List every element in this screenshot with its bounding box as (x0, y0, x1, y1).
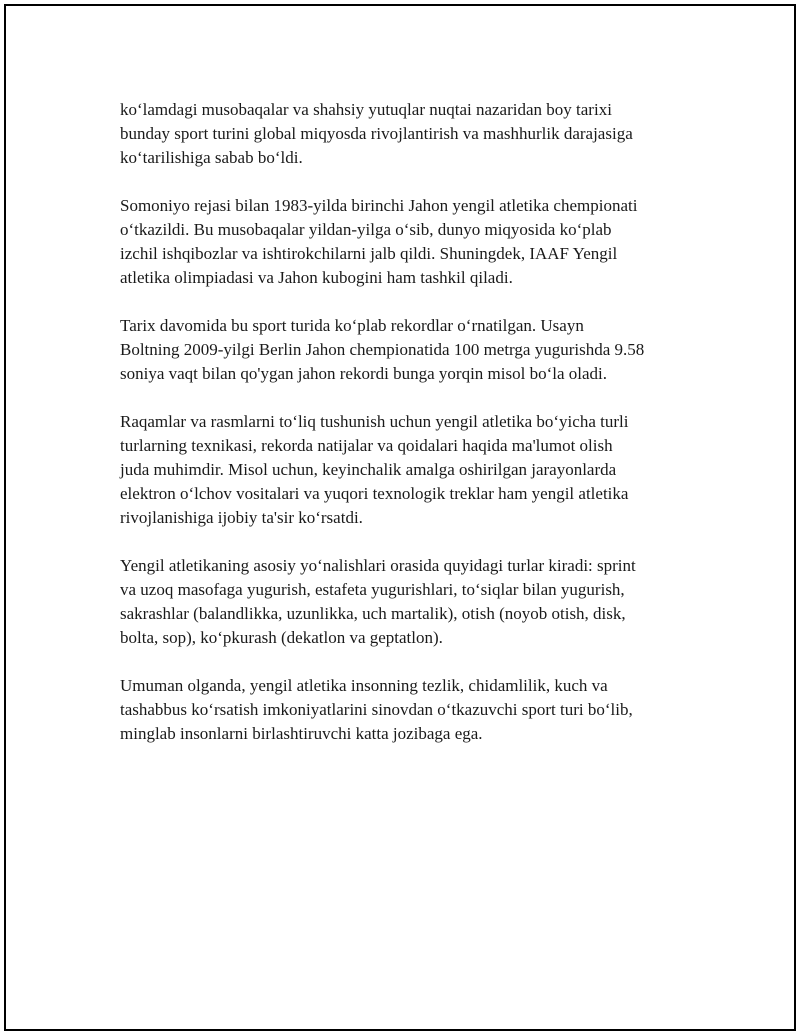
text-line: juda muhimdir. Misol uchun, keyinchalik amalga oshirilgan jarayonlarda (120, 460, 617, 479)
text-line: ko‘lamdagi musobaqalar va shahsiy yutuqlar nuqtai nazaridan boy tarixi (120, 100, 612, 119)
text-line: bunday sport turini global miqyosda rivojlantirish va mashhurlik darajasiga (120, 124, 633, 143)
text-line: rivojlanishiga ijobiy ta'sir ko‘rsatdi. (120, 508, 363, 527)
text-line: elektron o‘lchov vositalari va yuqori texnologik treklar ham yengil atletika (120, 484, 629, 503)
paragraph-3 (120, 314, 700, 386)
paragraph-2 (120, 194, 700, 290)
paragraph-4 (120, 410, 700, 530)
text-line: sakrashlar (balandlikka, uzunlikka, uch martalik), otish (noyob otish, disk, (120, 604, 626, 623)
text-line: bolta, sop), ko‘pkurash (dekatlon va geptatlon). (120, 628, 443, 647)
paragraph-5 (120, 554, 700, 650)
text-line: va uzoq masofaga yugurish, estafeta yugurishlari, to‘siqlar bilan yugurish, (120, 580, 625, 599)
text-line: tashabbus ko‘rsatish imkoniyatlarini sinovdan o‘tkazuvchi sport turi bo‘lib, (120, 700, 633, 719)
text-line: Boltning 2009-yilgi Berlin Jahon chempionatida 100 metrga yugurishda 9.58 (120, 340, 645, 359)
text-line: minglab insonlarni birlashtiruvchi katta jozibaga ega. (120, 724, 483, 743)
paragraph-6 (120, 674, 700, 746)
text-line: Umuman olganda, yengil atletika insonning tezlik, chidamlilik, kuch va (120, 676, 608, 695)
paragraph-1 (120, 98, 700, 170)
text-line: Yengil atletikaning asosiy yo‘nalishlari orasida quyidagi turlar kiradi: sprint (120, 556, 636, 575)
text-line: ko‘tarilishiga sabab bo‘ldi. (120, 148, 303, 167)
text-line: Raqamlar va rasmlarni to‘liq tushunish uchun yengil atletika bo‘yicha turli (120, 412, 629, 431)
document-body (120, 98, 700, 770)
text-line: Tarix davomida bu sport turida ko‘plab rekordlar o‘rnatilgan. Usayn (120, 316, 584, 335)
text-line: Somoniyo rejasi bilan 1983-yilda birinchi Jahon yengil atletika chempionati (120, 196, 638, 215)
text-line: soniya vaqt bilan qo'ygan jahon rekordi bunga yorqin misol bo‘la oladi. (120, 364, 607, 383)
text-line: o‘tkazildi. Bu musobaqalar yildan-yilga o‘sib, dunyo miqyosida ko‘plab (120, 220, 612, 239)
text-line: turlarning texnikasi, rekorda natijalar va qoidalari haqida ma'lumot olish (120, 436, 613, 455)
page-frame (4, 4, 796, 1031)
text-line: izchil ishqibozlar va ishtirokchilarni jalb qildi. Shuningdek, IAAF Yengil (120, 244, 618, 263)
text-line: atletika olimpiadasi va Jahon kubogini ham tashkil qiladi. (120, 268, 513, 287)
